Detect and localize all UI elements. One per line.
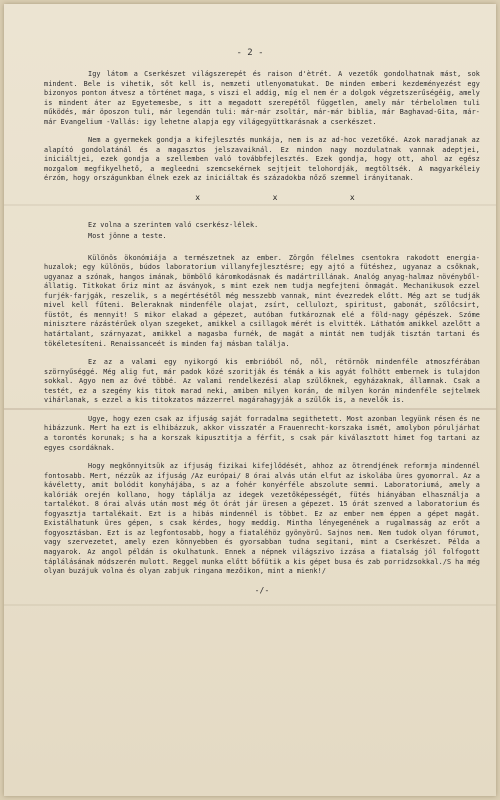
section-heading-line: Most jönne a teste. (88, 232, 167, 241)
paragraph: Igy látom a Cserkészet világszerepét és raison d'ètrét. A vezetők gondolhatnak mást, sok mindent. Bele is vihetik, sőt kell is, nemzeti utlenyomatukat. De minden emberi kezdeményezést egy bizonyos ponton átvesz a történet maga, s viszi el addig, míg el nem ér a dolgok végzetszerűségéig, amely is mindent áter az Egyetemesbe, s itt a megadott szerepétől független, amely már térbelolmen tuli működés, már öposzon tuli, már legendán tuli: már-már zsoltár, már-már biblia, már Baghavad-Gita, már-már Evangelium -Vallás: igy lehetne alapja egy világegyüttkarásnak a cserkészet. (44, 70, 480, 126)
document-page (4, 4, 496, 796)
section-separator: x x x (195, 193, 389, 203)
fold-crease (4, 604, 496, 606)
paragraph: Ez az a valami egy nyikorgó kis embrióból nő, nől, rétörnök mindenféle atmoszférában szörnyűséggé. Még alig fut, már padok közé szoritják és témák a kis agyát folhött embernek is tulajdon sokkal. Agyo nem az övé többé. Az valami rendelkezési alap szülőknek, egyházaknak, államnak. Csak a testét, ez a szegény kis titok marad neki, amiben milyen korán, de milyen korán mindenféle sejtelmek vihárlanak, s ezzel a kis titokzatos mázzerrel magárahagyják a szülők is, a nevelők is. (44, 358, 480, 405)
document-body (44, 70, 480, 595)
paragraph: Hogy megkönnyitsük az ifjuság fizikai kifejlődését, ahhoz az ötrendjének reformja mindennél fontosabb. Mert, nézzük az ifjuság /Az európai/ 8 órai alvás után elfut az iskolába üres gyomorral. Az a kávéletty, amit bolódit konyhájába, s az a fohér konyérféle abszolute semmi. Laboratoriumá, amely a kalóriák orején kollano, hogy táplálja az idegek vezetőképességét, fütés hiányában elhasználja a tartalékot. 8 órai alvás után most még öt órát jár üresen a gépezet. 15 órát szenved a laboratorium és fogyasztja tartalékait. Ezt is a hibás mindennél is többet. Ez az ember nem éppen a gépet magát. Existálhatunk üres gépen, s csak kérdes, hogy meddig. Mintha lényegenének a rugalmasság az erőt a fogyosztásban. Ezt is az legfontosabb, hogy a fiataléhöz gyönyörű. Sajnos nem. Nem tudok olyan fórumot, vagy szervezetet, amely ezen könnyebben és gyorsabban tudna segitani, mint a Cserkészet. Példa a magyarok. Az angol példán is okulhatunk. Ennek a népnek világszivo izzása a fiatalság jól folfogott táplálásának módszerén mulott. Reggel munka előtt bőfütik a kis gépet busa és zab porridzsokkal./S ha még olyan buzájuk volna és olyan zabjuk ringana mezőikon, mint a mienk!/ (44, 462, 480, 576)
paragraph: Nem a gyermekek gondja a kifejlesztés munkája, nem is az ad-hoc vezetőké. Azok maradjanak az alapító gondolatánál és a magasztos jelszavaiknál. Ez mindon nagy mozdulatnak vannak adeptjei, iniciáltjei, ezek gondja a szellemben való továbbfejlesztés. Ezek gondja, hogy ott, ahol az egész mozgalom megfikyelhető, a megleedni szemcsekérnek sejtjeit telohordják, megtöltsék. A magyarkéleiy érzóm, hogy országunkban élnek ezek az iniciáltak és századokba nőző szemmel irányitanak. (44, 136, 480, 183)
page-number: - 2 - (236, 48, 264, 58)
section-heading-line: Ez volna a szerintem való cserkész-lélek. (88, 220, 259, 229)
paragraph: Különös ökonómiája a természetnek az ember. Zörgőn félelmes csentokra rakodott energia-huzalok; egy különös, búdos laboratorium villanyfejlesztésre; egy ajtó a fütéshez, ugyanaz a csőknak, ugyanaz a szónak, hangos imának, bömbölő káromkodásnak és madártrillának. Analóg anyag-halmaz növényből-állatig. Titkokat őriz mint az ásványok, s mint ezek nem tudja megfejteni önmagát. Mechanikusok ezzel furjék-farjgák, reszelik, s a megértésétől még messzebb vannak, mint évezredek előtt. Még azt se tudják mivel kell fűteni. Beleraknak mindenféle olajat, zsírt, cellulozt, spiritust, gabonát, szőlőcsirt, füstöt, és mennyit! S mikor elakad a gépezet, autóban futkároznak elé a föld-nagy gépészek. Szóme minisztere rázástérűek olyan szegeket, amikkel a csillagok mérét is elvitték. Láthatóm amikkel azelőtt a határtalant, szárnyazat, amikkel a magasba furnék, de magát a mintát nem tudják tisztán tartani és tökéletesíteni. Renaissanceét is minden faj másban találja. (44, 253, 480, 348)
paragraph: Ugye, hogy ezen csak az ifjuság saját forradalma segithetett. Most azonban legyünk résen és ne hibázzunk. Mert ha ezt is elhibázzuk, akkor visszatér a Frauenrecht-korszaka ismét, amolybon póruljárhat a torontés korunak; s ha a korszak kipusztitja a férfit, s csak pár kiválasztott himet fog tartani az egyes csordáknak. (44, 414, 480, 452)
end-mark: -/- (254, 585, 270, 595)
